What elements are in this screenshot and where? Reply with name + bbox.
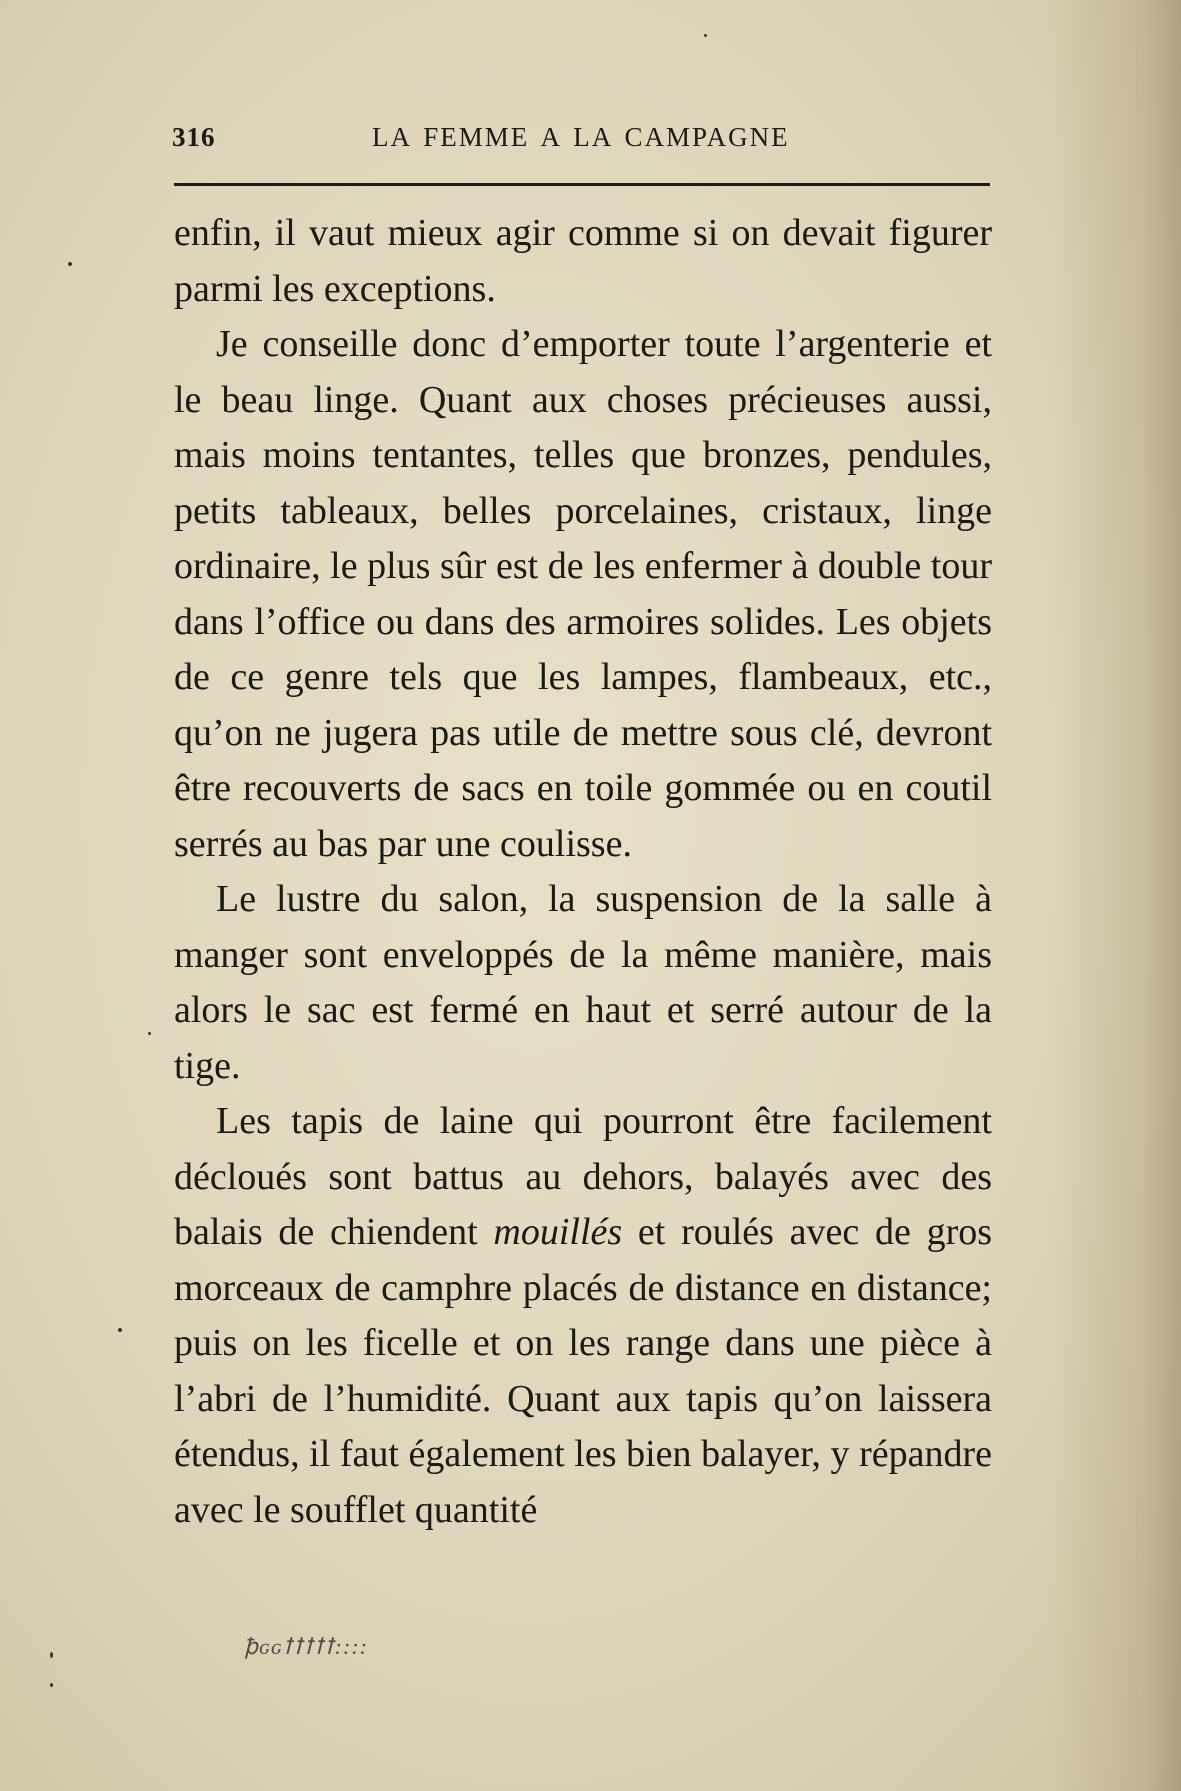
paper-speck: [118, 1328, 122, 1332]
paragraph-4-end: et roulés avec de gros morceaux de camphre placés de distance en distance; puis on les ficelle et on les range dans une pièce à l’abri de l’humidité. Quant aux tapis qu’on laissera étendus, il faut également les bien balayer, y répandre avec le soufflet quantité: [174, 1211, 993, 1531]
body-text: [174, 206, 992, 1538]
paragraph-1: enfin, il vaut mieux agir comme si on devait figurer parmi les exceptions.: [174, 212, 992, 310]
paper-speck: [148, 1032, 151, 1035]
page-number: 316: [172, 122, 216, 152]
header-rule: [174, 183, 990, 186]
running-title: LA FEMME A LA CAMPAGNE: [372, 122, 790, 152]
page-edge-shadow: [1051, 0, 1181, 1791]
paragraph-2: Je conseille donc d’emporter toute l’argenterie et le beau linge. Quant aux choses précieuses aussi, mais moins tentantes, telles que bronzes, pendules, petits tableaux, belles porcelaines, cristaux, linge ordinaire, le plus sûr est de les enfermer à double tour dans l’office ou dans des armoires solides. Les objets de ce genre tels que les lampes, flambeaux, etc., qu’on ne jugera pas utile de mettre sous clé, devront être recouverts de sacs en toile gommée ou en coutil serrés au bas par une coulisse.: [174, 323, 992, 865]
paper-speck: [68, 262, 72, 266]
signature-mark: ꝥԍԍꝉꝉꝉꝉꝉ::::: [244, 1634, 368, 1659]
paper-speck: [704, 34, 707, 37]
paragraph-3: Le lustre du salon, la suspension de la salle à manger sont enveloppés de la même manière, mais alors le sac est fermé en haut et serré autour de la tige.: [174, 878, 992, 1087]
running-head: [172, 122, 992, 162]
paragraph-4: [174, 1094, 992, 1538]
paragraph-4-start: Les tapis de laine qui pourront être facilement décloués sont battus au dehors, balayés avec des balais de chiendent: [174, 1100, 992, 1253]
paragraph-4-italic-word: mouillés: [493, 1211, 623, 1253]
paper-speck: [50, 1683, 53, 1687]
paper-speck: [50, 1652, 53, 1658]
